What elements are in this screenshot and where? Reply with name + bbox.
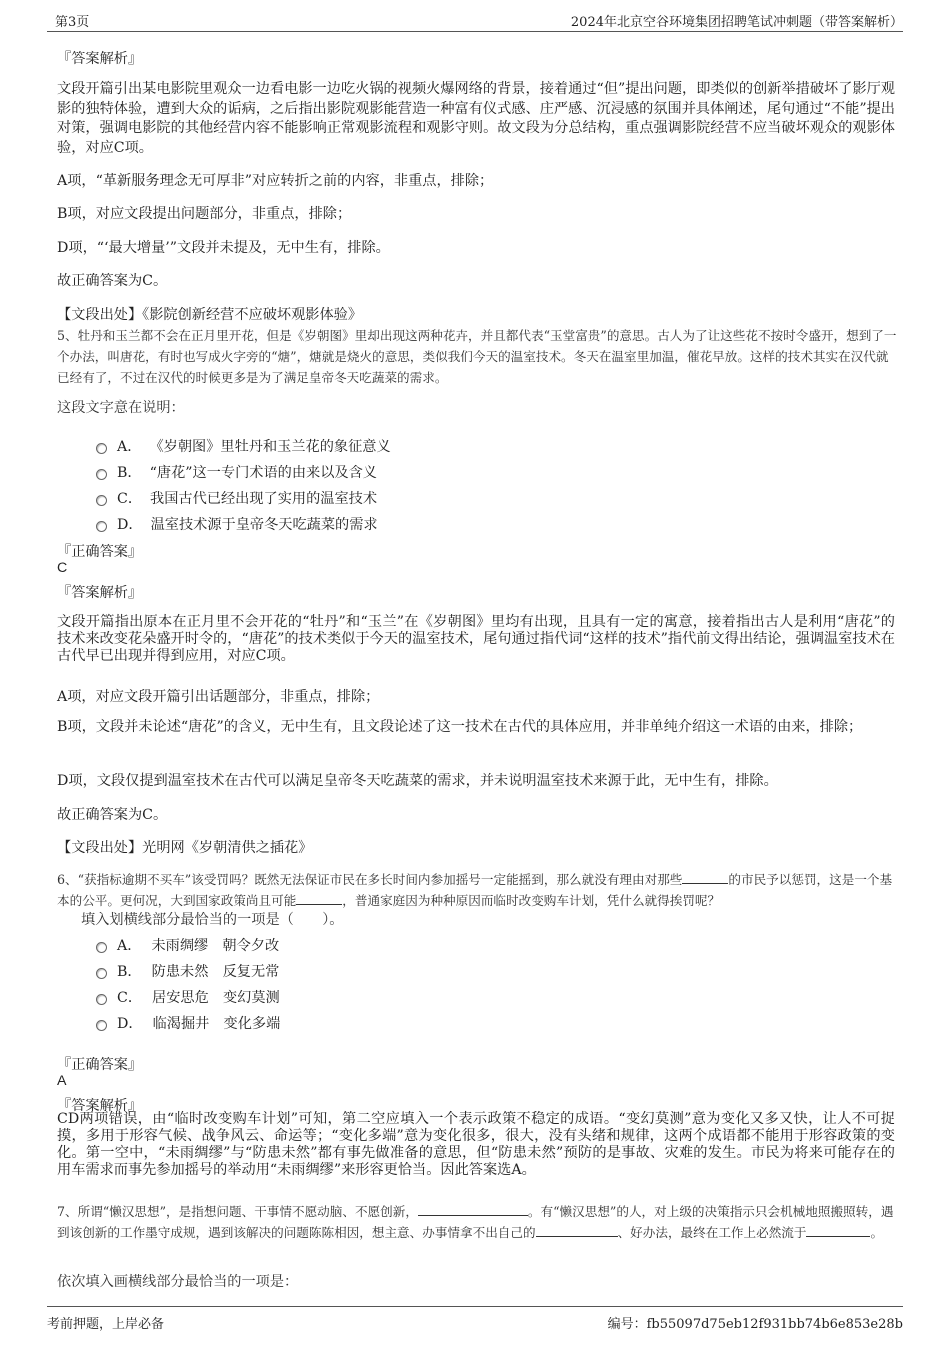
blank-line xyxy=(418,1202,528,1216)
q5-option-a-note: A项，对应文段开篇引出话题部分，非重点，排除； xyxy=(57,689,380,705)
q6-option-d[interactable] xyxy=(96,1013,280,1033)
q6-answer-label: 『正确答案』 xyxy=(57,1057,143,1073)
option-text: 防患未然 反复无常 xyxy=(151,964,280,980)
q6-answer: A xyxy=(57,1073,67,1089)
document-title: 2024年北京空谷环境集团招聘笔试冲刺题（带答案解析） xyxy=(570,15,903,30)
q7-stem-part: 、好办法，最终在工作上必然流于 xyxy=(617,1225,807,1240)
blank-line xyxy=(296,891,342,905)
q6-analysis-text: CD两项错误，由“临时改变购车计划”可知，第二空应填入一个表示政策不稳定的成语。“变幻莫测”意为变化又多又快，让人不可捉摸，多用于形容气候、战争风云、命运等；“变化多端”意为变化很多，很大，没有头绪和规律，这两个成语都不能用于形容政策的变化。第一空中，“未雨绸缪”与“防患未然”都有事先做准备的意思，但“防患未然”预防的是事故、灾难的发生。市民为将来可能存在的用车需求而事先参加摇号的举动用“未雨绸缪”来形容更恰当。因此答案选A。 xyxy=(57,1111,895,1178)
q5-option-c[interactable] xyxy=(96,488,377,508)
radio-icon[interactable] xyxy=(96,994,107,1005)
option-text: 居安思危 变幻莫测 xyxy=(152,990,280,1006)
q5-option-a[interactable] xyxy=(96,436,391,456)
radio-icon[interactable] xyxy=(96,495,107,506)
footer-slogan: 考前押题，上岸必备 xyxy=(47,1317,165,1332)
q4-conclusion: 故正确答案为C。 xyxy=(57,273,168,289)
q7-stem-part: 。有“懒汉思想”的人，对上级的决策指示只会机械地照搬照转，遇到该创新的工作墨守成规，遇到该解决的问题陈陈相因，想主意、办事情拿不出自己的 xyxy=(57,1204,894,1240)
q5-conclusion: 故正确答案为C。 xyxy=(57,807,168,823)
option-text: 《岁朝图》里牡丹和玉兰花的象征意义 xyxy=(149,439,391,455)
option-letter: B． xyxy=(117,465,142,481)
q5-stem: 5、牡丹和玉兰都不会在正月里开花，但是《岁朝图》里却出现这两种花卉，并且都代表“玉堂富贵”的意思。古人为了让这些花不按时令盛开，想到了一个办法，叫唐花，有时也写成火字旁的“煻”，煻就是烧火的意思，类似我们今天的温室技术。冬天在温室里加温，催花早放。这样的技术其实在汉代就已经有了，不过在汉代的时候更多是为了满足皇帝冬天吃蔬菜的需求。 xyxy=(57,328,897,385)
option-text: “唐花”这一专门术语的由来以及含义 xyxy=(149,465,377,481)
header-divider xyxy=(47,31,903,32)
option-letter: C． xyxy=(117,990,143,1006)
q4-analysis-label: 『答案解析』 xyxy=(57,51,143,67)
q6-option-a[interactable] xyxy=(96,935,279,955)
q6-stem-part: 6、“获指标逾期不买车”该受罚吗？既然无法保证市民在多长时间内参加摇号一定能摇到，那么就没有理由对那些 xyxy=(57,872,683,887)
blank-line xyxy=(536,1223,618,1237)
option-text: 温室技术源于皇帝冬天吃蔬菜的需求 xyxy=(150,517,378,533)
q7-stem xyxy=(57,1201,900,1243)
q5-option-b[interactable] xyxy=(96,462,377,482)
q4-source: 【文段出处】《影院创新经营不应破坏观影体验》 xyxy=(57,307,363,323)
option-letter: A． xyxy=(117,938,142,954)
option-letter: B． xyxy=(117,964,142,980)
blank-line xyxy=(682,870,728,884)
q4-analysis-text: 文段开篇引出某电影院里观众一边看电影一边吃火锅的视频火爆网络的背景，接着通过“但”提出问题，即类似的创新举措破坏了影厅观影的独特体验，遭到大众的诟病，之后指出影院观影能营造一种富有仪式感、庄严感、沉浸感的氛围并具体阐述，尾句通过“不能”提出对策，强调电影院的其他经营内容不能影响正常观影流程和观影守则。故文段为分总结构，重点强调影院经营不应当破坏观众的观影体验，对应C项。 xyxy=(57,81,895,156)
blank-line xyxy=(806,1223,870,1237)
option-letter: D． xyxy=(117,1016,143,1032)
radio-icon[interactable] xyxy=(96,469,107,480)
radio-icon[interactable] xyxy=(96,968,107,979)
radio-icon[interactable] xyxy=(96,521,107,532)
q7-prompt: 依次填入画横线部分最恰当的一项是： xyxy=(57,1274,299,1290)
option-text: 未雨绸缪 朝令夕改 xyxy=(151,938,280,954)
radio-icon[interactable] xyxy=(96,443,107,454)
q5-option-d-note: D项，文段仅提到温室技术在古代可以满足皇帝冬天吃蔬菜的需求，并未说明温室技术来源于此，无中生有，排除。 xyxy=(57,773,778,789)
radio-icon[interactable] xyxy=(96,942,107,953)
option-text: 临渴掘井 变化多端 xyxy=(152,1016,281,1032)
page-header xyxy=(0,0,950,30)
q4-option-d-note: D项，“‘最大增量’”文段并未提及，无中生有，排除。 xyxy=(57,240,390,256)
radio-icon[interactable] xyxy=(96,1020,107,1031)
q6-stem xyxy=(57,869,900,911)
q5-prompt: 这段文字意在说明： xyxy=(57,400,185,416)
q7-stem-part: 。 xyxy=(870,1225,884,1240)
q6-analysis-label: 『答案解析』 xyxy=(57,1098,143,1114)
page-number: 第3页 xyxy=(55,15,90,30)
q6-option-c[interactable] xyxy=(96,987,280,1007)
footer-divider xyxy=(47,1306,903,1307)
q5-option-d[interactable] xyxy=(96,514,378,534)
q6-prompt: 填入划横线部分最恰当的一项是（ ）。 xyxy=(81,912,344,928)
q6-stem-part: ，普通家庭因为种种原因而临时改变购车计划，凭什么就得挨罚呢？ xyxy=(342,893,721,908)
option-letter: D． xyxy=(117,517,143,533)
q5-source: 【文段出处】光明网《岁朝清供之插花》 xyxy=(57,840,313,856)
document-id: 编号：fb55097d75eb12f931bb74b6e853e28b xyxy=(607,1317,903,1332)
q5-option-b-note: B项，文段并未论述“唐花”的含义，无中生有，且文段论述了这一技术在古代的具体应用，并非单纯介绍这一术语的由来，排除； xyxy=(57,719,863,735)
q4-option-b-note: B项，对应文段提出问题部分，非重点，排除； xyxy=(57,206,352,222)
option-letter: C． xyxy=(117,491,143,507)
option-letter: A． xyxy=(117,439,142,455)
q6-stem-part: 的市民予以惩罚，这是一个基本的公平。更何况，大到国家政策尚且可能 xyxy=(57,872,893,908)
q5-analysis-text: 文段开篇指出原本在正月里不会开花的“牡丹”和“玉兰”在《岁朝图》里均有出现，且具有一定的寓意，接着指出古人是利用“唐花”的技术来改变花朵盛开时令的，“唐花”的技术类似于今天的温室技术，尾句通过指代词“这样的技术”指代前文得出结论，强调温室技术在古代早已出现并得到应用，对应C项。 xyxy=(57,614,895,664)
option-text: 我国古代已经出现了实用的温室技术 xyxy=(150,491,378,507)
q6-option-b[interactable] xyxy=(96,961,279,981)
q5-analysis-label: 『答案解析』 xyxy=(57,585,143,601)
q4-option-a-note: A项，“革新服务理念无可厚非”对应转折之前的内容，非重点，排除； xyxy=(57,173,494,189)
q5-answer-label: 『正确答案』 xyxy=(57,544,143,560)
q5-answer: C xyxy=(57,560,68,576)
q7-stem-part: 7、所谓“懒汉思想”，是指想问题、干事情不愿动脑、不愿创新， xyxy=(57,1204,418,1219)
